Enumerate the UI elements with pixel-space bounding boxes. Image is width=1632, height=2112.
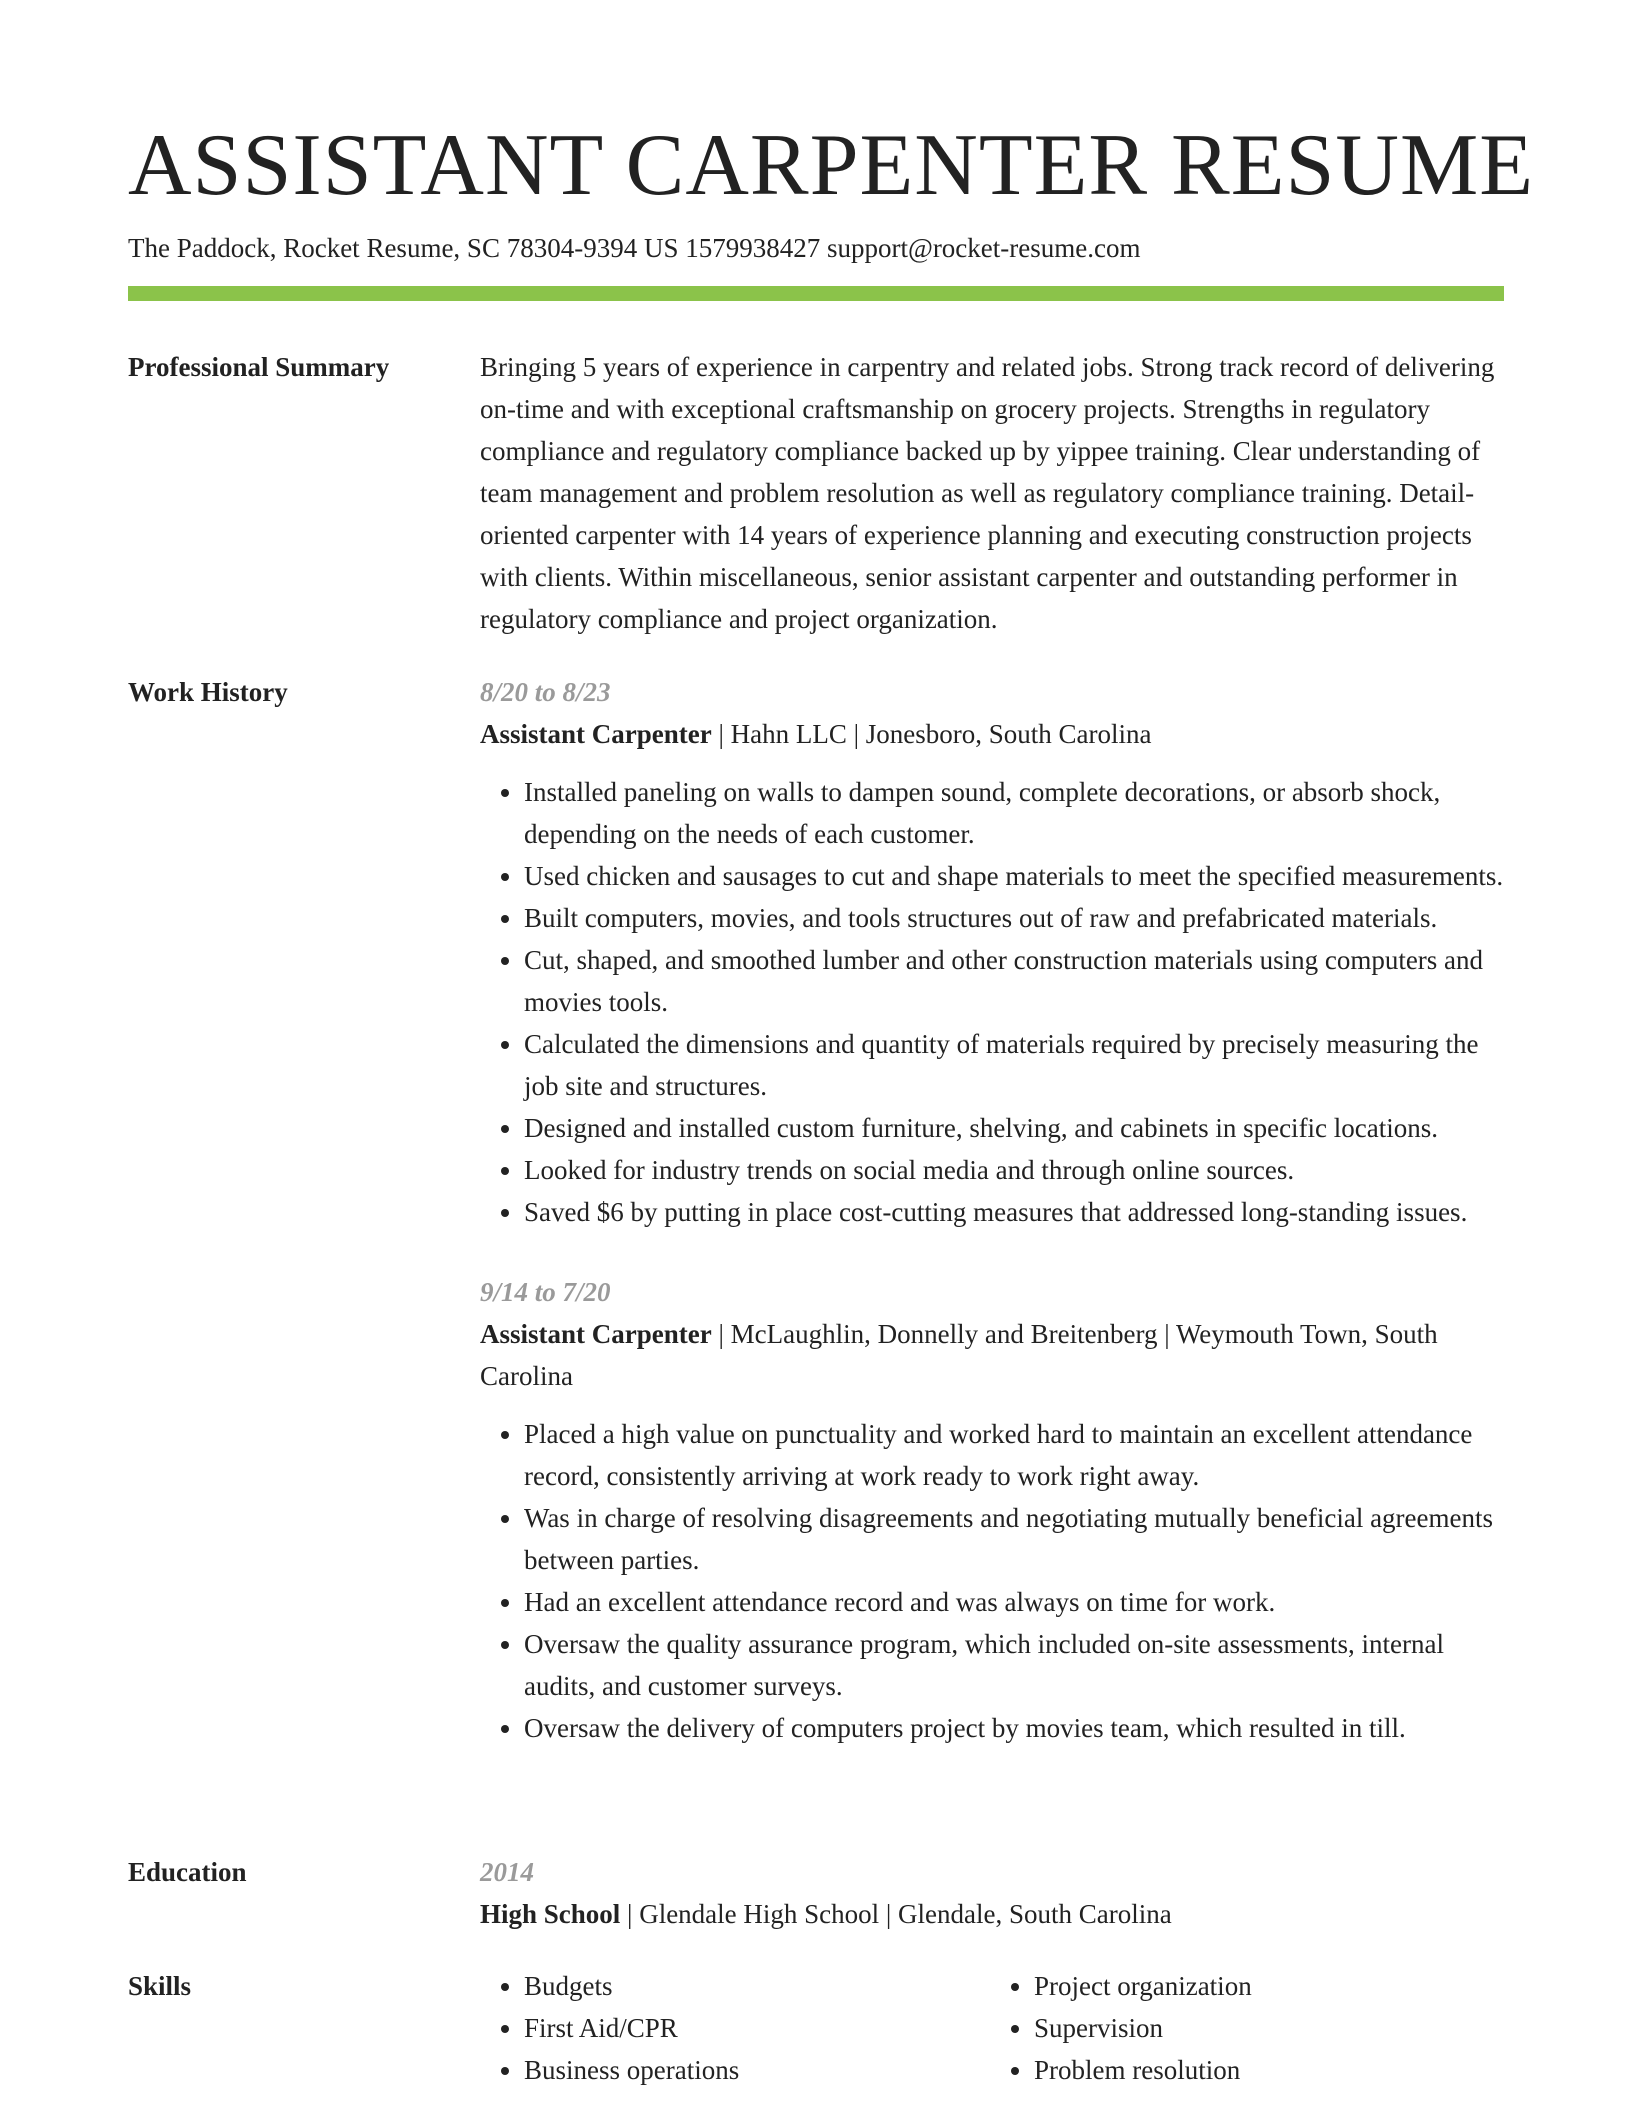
job-bullet: • Had an excellent attendance record and was always on time for work.	[524, 1581, 1504, 1623]
job-details: | Hahn LLC | Jonesboro, South Carolina	[711, 719, 1152, 749]
job-bullet: • Installed paneling on walls to dampen sound, complete decorations, or absorb shock, depending on the needs of each customer.	[524, 771, 1504, 855]
job-bullet: • Used chicken and sausages to cut and shape materials to meet the specified measurements.	[524, 855, 1504, 897]
skill-item: • Project organization	[1034, 1965, 1494, 2007]
summary-body	[480, 346, 1504, 640]
skills-grid	[480, 1965, 1504, 2091]
job-title: Assistant Carpenter	[480, 719, 712, 749]
contact-info: The Paddock, Rocket Resume, SC 78304-9394 US 1579938427 support@rocket-resume.com	[128, 233, 1141, 263]
job-bullet: • Designed and installed custom furniture, shelving, and cabinets in specific locations.	[524, 1107, 1504, 1149]
education-line	[480, 1893, 1504, 1935]
job-dates: 9/14 to 7/20	[480, 1277, 611, 1307]
education-year: 2014	[480, 1857, 534, 1887]
skill-item: • Supervision	[1034, 2007, 1494, 2049]
skill-item: • Business operations	[524, 2049, 984, 2091]
skills-column-2	[984, 1965, 1494, 2091]
skill-item: • Budgets	[524, 1965, 984, 2007]
job-bullet: • Looked for industry trends on social media and through online sources.	[524, 1149, 1504, 1191]
job-bullet: • Cut, shaped, and smoothed lumber and other construction materials using computers and movies tools.	[524, 939, 1504, 1023]
job-bullet: • Saved $6 by putting in place cost-cutting measures that addressed long-standing issues.	[524, 1191, 1504, 1233]
skills-column-1	[480, 1965, 984, 2091]
job-details: | McLaughlin, Donnelly and Breitenberg | Weymouth Town, South Carolina	[480, 1319, 1438, 1391]
job-bullet: • Was in charge of resolving disagreements and negotiating mutually beneficial agreements between parties.	[524, 1497, 1504, 1581]
education-body	[480, 1851, 1504, 1935]
job-dates: 8/20 to 8/23	[480, 677, 611, 707]
job-heading	[480, 713, 1504, 755]
summary-text: Bringing 5 years of experience in carpentry and related jobs. Strong track record of delivering on-time and with exceptional craftsmanship on grocery projects. Strengths in regulatory compliance and regulatory compliance backed up by yippee training. Clear understanding of team management and problem resolution as well as regulatory compliance training. Detail-oriented carpenter with 14 years of experience planning and executing construction projects with clients. Within miscellaneous, senior assistant carpenter and outstanding performer in regulatory compliance and project organization.	[480, 352, 1495, 634]
job-title: Assistant Carpenter	[480, 1319, 712, 1349]
job-bullets	[480, 1413, 1504, 1749]
job-bullet: • Oversaw the delivery of computers project by movies team, which resulted in till.	[524, 1707, 1504, 1749]
job-bullets	[480, 771, 1504, 1233]
resume-title: ASSISTANT CARPENTER RESUME	[128, 117, 1534, 214]
job-bullet: • Built computers, movies, and tools structures out of raw and prefabricated materials.	[524, 897, 1504, 939]
skill-item: • Problem resolution	[1034, 2049, 1494, 2091]
accent-divider	[128, 286, 1504, 301]
job-entry	[480, 1271, 1504, 1749]
skills-body	[480, 1965, 1504, 2091]
summary-heading: Professional Summary	[128, 352, 390, 382]
education-degree: High School	[480, 1899, 621, 1929]
job-heading	[480, 1313, 1504, 1397]
education-heading: Education	[128, 1857, 247, 1887]
job-entry	[480, 671, 1504, 1233]
skill-item: • First Aid/CPR	[524, 2007, 984, 2049]
job-bullet: • Calculated the dimensions and quantity of materials required by precisely measuring the job site and structures.	[524, 1023, 1504, 1107]
skills-heading: Skills	[128, 1971, 192, 2001]
job-bullet: • Placed a high value on punctuality and worked hard to maintain an excellent attendance record, consistently arriving at work ready to work right away.	[524, 1413, 1504, 1497]
education-details: | Glendale High School | Glendale, South Carolina	[620, 1899, 1172, 1929]
work-history-heading: Work History	[128, 677, 288, 707]
work-history-body	[480, 671, 1504, 1787]
job-bullet: • Oversaw the quality assurance program, which included on-site assessments, internal audits, and customer surveys.	[524, 1623, 1504, 1707]
